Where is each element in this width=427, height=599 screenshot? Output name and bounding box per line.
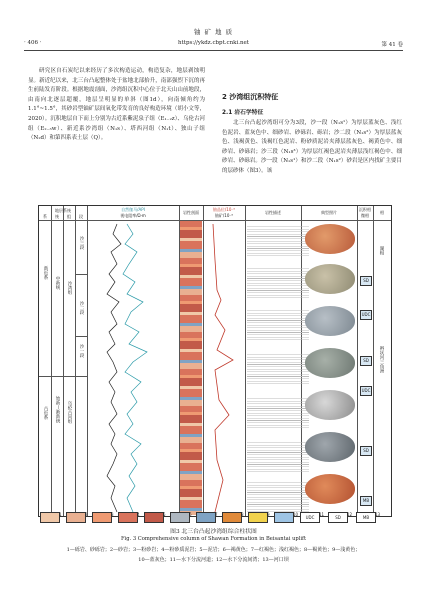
description-block	[247, 226, 309, 256]
core-photo-a	[305, 224, 355, 254]
member-boundary	[75, 274, 87, 275]
figure-legend	[38, 510, 390, 524]
header-resistivity: 视电阻率/Ω·m	[120, 213, 146, 218]
description-block	[247, 442, 309, 472]
figure-composite-column	[38, 205, 392, 517]
core-photo-f	[305, 432, 355, 462]
left-column-paragraph: 研究区自石炭纪以来经历了多次构造运动，构造复杂，地层剥蚀明显。新近纪以来，北三台凸起整体处于盆地北部抬升，南部强烈下沉的再生前陆发育阶段。根据地震剖面，沙湾组沉积中心位于北天山山前地段，由南向北逐层超覆，地层呈明显的单斜（图1d），向南倾角约为1.1°~1.5°，其砂岩型铀矿层间氧化带发育的良好构造环境（胡小文等，2020）。沉积地层自下而上分别为古近系紫泥泉子组（E₁₋₂z）、乌伦古河组（E₂₋₃w）、新近系沙湾组（N₁s）、塔西河组（N₁t）、独山子组（N₂d）和第四系表土层（Q）。	[28, 68, 205, 142]
volume-number: 第 41 卷	[381, 42, 403, 48]
header-microfacies: 微相	[361, 213, 369, 218]
header-system: 系	[43, 214, 47, 219]
journal-title: 铀 矿 地 质	[193, 28, 234, 36]
core-photos	[301, 220, 357, 516]
header-facies-type: 相	[380, 210, 384, 215]
label-miocene: 中新统	[55, 276, 60, 290]
core-photo-d	[305, 348, 355, 378]
header-member: 段	[79, 214, 83, 219]
legend-swatch-3	[92, 512, 112, 523]
legend-swatch-9	[248, 512, 268, 523]
microfacies-code: MB	[360, 496, 372, 506]
legend-code-mb: MB	[356, 512, 376, 523]
col-divider	[75, 206, 76, 516]
uranium-curve	[213, 224, 233, 512]
core-photo-g	[305, 474, 355, 504]
label-member-3: 沙三段	[79, 236, 84, 250]
legend-swatch-6	[170, 512, 190, 523]
legend-number: 4	[137, 512, 140, 517]
description-block	[247, 398, 309, 428]
core-photo-c	[305, 306, 355, 336]
description-block	[247, 354, 309, 384]
col-divider	[51, 206, 52, 516]
figure-legend-explanation-2: 10—蓝灰色；11—水下分流河道；12—水下分流间湾；13—河口坝	[138, 557, 289, 563]
header-description: 岩性描述	[265, 210, 281, 215]
legend-swatch-7	[196, 512, 216, 523]
header-lithology: 岩性剖面	[183, 210, 199, 215]
label-member-1: 沙一段	[79, 344, 84, 358]
legend-swatch-5	[144, 512, 164, 523]
legend-number: 7	[215, 512, 218, 517]
system-boundary	[39, 376, 87, 377]
section-heading: 2 沙湾组沉积特征	[222, 93, 279, 101]
label-wulungu-formation: 乌伦古河组	[67, 401, 72, 424]
header-series: 统	[55, 214, 59, 219]
legend-swatch-8	[222, 512, 242, 523]
legend-number: 13	[375, 512, 381, 517]
member-boundary	[75, 336, 87, 337]
lithology-descriptions	[245, 220, 301, 516]
header-rule	[24, 50, 403, 51]
description-block	[247, 482, 309, 512]
legend-number: 2	[85, 512, 88, 517]
microfacies-code: SD	[360, 356, 372, 366]
figure-caption-english: Fig. 3 Comprehensive column of Shawan Formation in Beisantai uplift	[120, 536, 307, 542]
header-photo: 典型照片	[321, 210, 337, 215]
legend-number: 3	[111, 512, 114, 517]
gamma-curve	[123, 224, 147, 512]
core-photo-e	[305, 390, 355, 420]
figure-caption-chinese: 图3 北三台凸起沙湾组综合柱状图	[170, 529, 257, 535]
uranium-grade-plot	[203, 220, 245, 516]
microfacies-code: UDC	[360, 386, 372, 396]
resistivity-curve	[107, 224, 121, 512]
microfacies-code: SD	[360, 276, 372, 286]
header-uranium-grade: 铀品位/10⁻⁶	[212, 207, 236, 212]
col-divider	[373, 206, 374, 516]
microfacies-code: UDC	[360, 310, 372, 320]
legend-swatch-10	[274, 512, 294, 523]
legend-number: 6	[189, 512, 192, 517]
header-strata: 地层系统	[55, 208, 71, 213]
legend-swatch-1	[40, 512, 60, 523]
legend-code-udc: UDC	[300, 512, 320, 523]
legend-number: 8	[241, 512, 244, 517]
header-uranium-unit: 铀矿/10⁻⁶	[214, 213, 234, 218]
legend-number: 10	[293, 512, 299, 517]
legend-swatch-2	[66, 512, 86, 523]
legend-number: 9	[267, 512, 270, 517]
core-photo-b	[305, 264, 355, 294]
label-member-2: 沙二段	[79, 301, 84, 315]
facies-lake: 湖相	[379, 246, 384, 255]
header-facies: 沉积相	[359, 207, 371, 212]
col-divider	[63, 206, 64, 516]
description-block	[247, 268, 309, 298]
legend-number: 5	[163, 512, 166, 517]
header-gamma: 自然伽马/API	[121, 207, 145, 212]
well-log-curves	[87, 220, 179, 516]
legend-number: 12	[347, 512, 353, 517]
facies-braided-delta: 辫状河三角洲	[379, 346, 384, 373]
col-divider	[357, 206, 358, 516]
label-paleogene: 古近系	[43, 406, 48, 420]
subsection-heading: 2.1 岩石学特征	[222, 110, 264, 116]
figure-legend-explanation-1: 1—砾岩、砂砾岩；2—砂岩；3—粉砂岩；4—粉砂质泥岩；5—泥岩；6—褐黄色；7—红褐色；浅红褐色；8—褐黄色；9—浅黄色；	[66, 547, 361, 553]
journal-url[interactable]: https://ykdz.cbpt.cnki.net	[177, 40, 250, 46]
legend-code-sd: SD	[328, 512, 348, 523]
legend-number: 11	[319, 512, 325, 517]
lithology-column	[180, 221, 202, 515]
label-shawan-formation: 沙湾组	[67, 281, 72, 295]
microfacies-code: SD	[360, 446, 372, 456]
description-block	[247, 310, 309, 340]
right-column-paragraph: 北三台凸起沙湾组可分为3段，沙一段（N₁s¹）为厚层蓝灰色、浅红色泥岩、蓝灰色中、细砂岩、砂砾岩、砾岩；沙二段（N₁s²）为厚层蓝灰色、浅褐黄色、浅褐红色泥岩、粉砂质泥岩夹薄层蓝灰色、褐黄色中、细砂岩、砂砾岩；沙三段（N₁s³）为厚层红褐色泥岩夹薄层浅红褐色中、细砂岩、砂砾岩。沙一段（N₁s¹）和沙二段（N₁s²）砂岩是区内找矿主要目的层砂体（图3）。该	[222, 120, 402, 174]
page-number: · 406 ·	[24, 40, 42, 46]
label-eocene-oligocene: 始新—渐新统	[55, 396, 60, 423]
header-formation: 组	[67, 214, 71, 219]
label-neogene: 新近系	[43, 266, 48, 280]
legend-swatch-4	[118, 512, 138, 523]
legend-number: 1	[59, 512, 62, 517]
